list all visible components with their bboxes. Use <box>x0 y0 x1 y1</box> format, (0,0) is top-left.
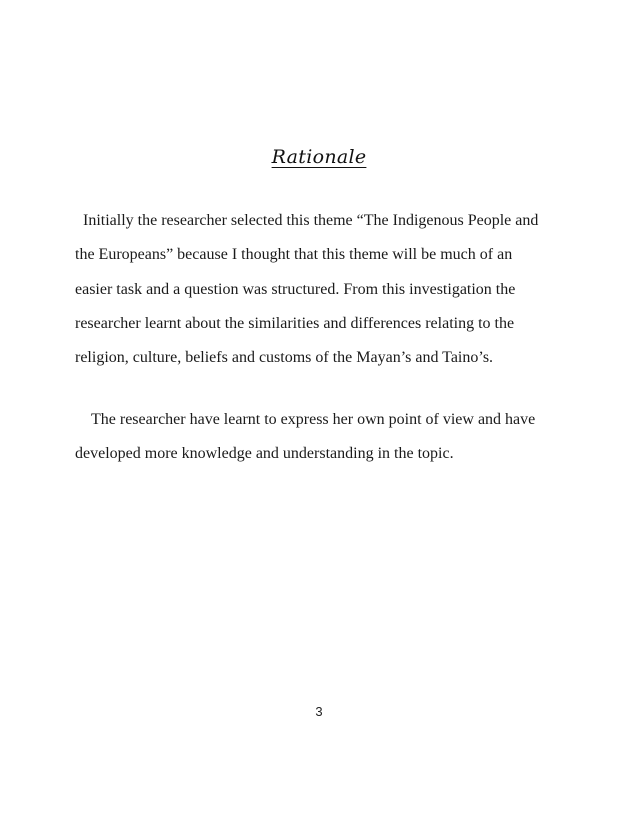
paragraph-line: The researcher have learnt to express her own point of view and have <box>75 411 536 428</box>
page-title-container <box>0 134 638 171</box>
page-title: Rationale <box>271 146 367 168</box>
paragraph-line: religion, culture, beliefs and customs of the Mayan’s and Taino’s. <box>75 349 494 367</box>
paragraph-line: researcher learnt about the similarities and differences relating to the <box>75 314 515 332</box>
page-number: 3 <box>315 704 323 719</box>
paragraph-2 <box>75 403 575 472</box>
paragraph-line: Initially the researcher selected this theme “The Indigenous People and <box>75 212 539 229</box>
paragraph-1 <box>75 204 575 375</box>
paragraph-line: developed more knowledge and understanding in the topic. <box>75 445 454 463</box>
paragraph-line: easier task and a question was structured. From this investigation the <box>75 280 516 298</box>
paragraph-line: the Europeans” because I thought that this theme will be much of an <box>75 246 513 264</box>
